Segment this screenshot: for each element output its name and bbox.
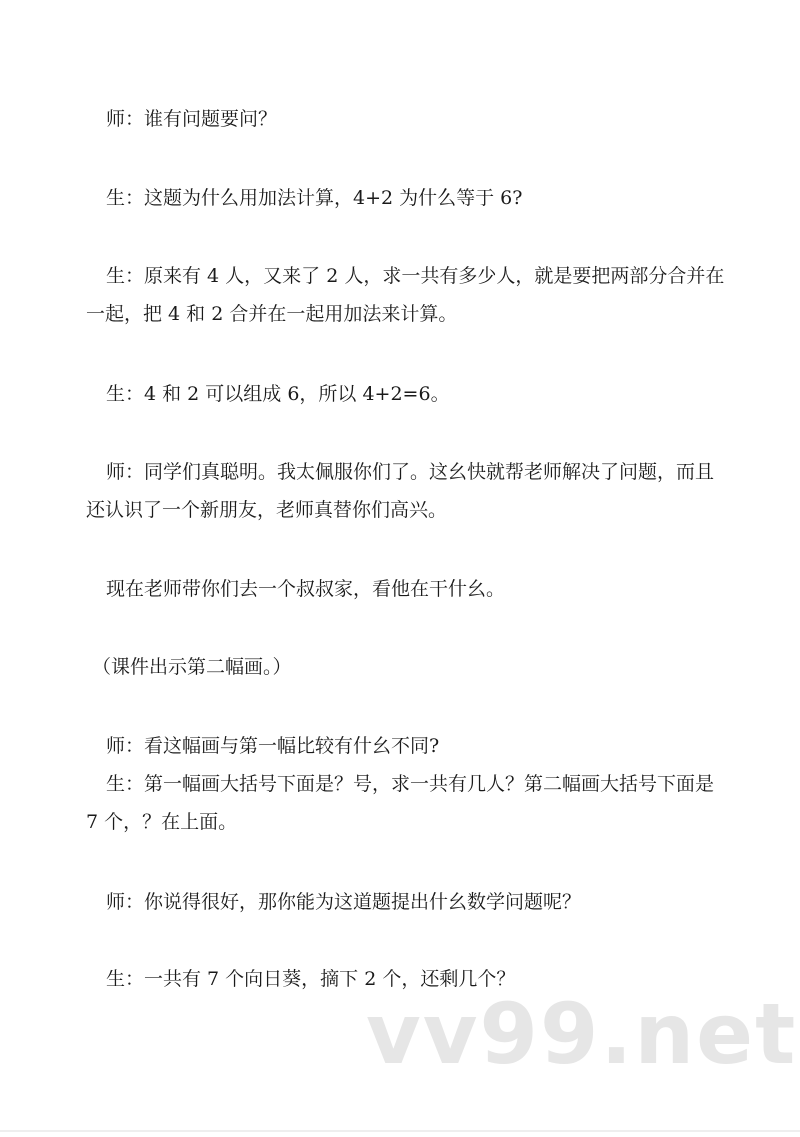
paragraph-2 — [86, 179, 716, 217]
paragraph-4 — [86, 375, 716, 413]
text-line: 师：看这幅画与第一幅比较有什幺不同? — [106, 735, 440, 757]
paragraph-3 — [86, 257, 725, 333]
text-line: 现在老师带你们去一个叔叔家，看他在干什幺。 — [106, 578, 506, 600]
text-line: 师：谁有问题要问？ — [106, 108, 278, 130]
text-line: 生：原来有 4 人，又来了 2 人，求一共有多少人，就是要把两部分合并在 — [106, 265, 725, 287]
watermark: vv99.net — [366, 985, 798, 1083]
text-line: 生：4 和 2 可以组成 6，所以 4+2=6。 — [106, 383, 450, 405]
text-line: 一起，把 4 和 2 合并在一起用加法来计算。 — [86, 303, 458, 325]
text-line: 生：这题为什么用加法计算，4+2 为什么等于 6? — [106, 187, 523, 209]
paragraph-7 — [86, 648, 716, 686]
paragraph-6 — [86, 570, 716, 608]
text-line: 生：一共有 7 个向日葵，摘下 2 个，还剩几个？ — [106, 968, 516, 990]
text-line: 7 个，？在上面。 — [86, 811, 238, 833]
page-bottom-divider — [0, 1130, 800, 1132]
text-line: 生：第一幅画大括号下面是？号，求一共有几人？第二幅画大括号下面是 — [106, 773, 715, 795]
paragraph-1 — [86, 100, 716, 138]
paragraph-9 — [86, 765, 716, 841]
text-line: （课件出示第二幅画。） — [92, 656, 292, 678]
paragraph-10 — [86, 883, 716, 921]
paragraph-8 — [86, 727, 716, 765]
text-line: 师：同学们真聪明。我太佩服你们了。这幺快就帮老师解决了问题，而且 — [106, 461, 715, 483]
text-line: 师：你说得很好，那你能为这道题提出什幺数学问题呢？ — [106, 891, 582, 913]
paragraph-5 — [86, 453, 716, 529]
text-line: 还认识了一个新朋友，老师真替你们高兴。 — [86, 499, 448, 521]
